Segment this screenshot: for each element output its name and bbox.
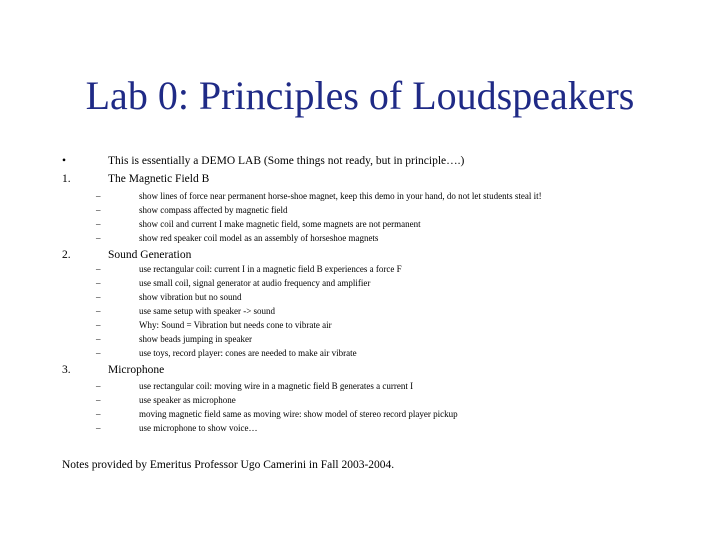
section-heading-text: Sound Generation: [108, 249, 192, 261]
dash-marker: –: [96, 381, 101, 391]
dash-marker: –: [96, 292, 101, 302]
list-item-text: use speaker as microphone: [139, 395, 236, 405]
list-item-text: use small coil, signal generator at audio frequency and amplifier: [139, 278, 371, 288]
section-number: 3.: [62, 364, 71, 376]
intro-text: This is essentially a DEMO LAB (Some things not ready, but in principle….): [108, 155, 465, 167]
dash-marker: –: [96, 409, 101, 419]
list-item-text: use rectangular coil: current I in a magnetic field B experiences a force F: [139, 264, 402, 274]
dash-marker: –: [96, 219, 101, 229]
dash-marker: –: [96, 191, 101, 201]
list-item-text: Why: Sound = Vibration but needs cone to vibrate air: [139, 320, 332, 330]
dash-marker: –: [96, 205, 101, 215]
section-number: 2.: [62, 249, 71, 261]
dash-marker: –: [96, 395, 101, 405]
slide-title: Lab 0: Principles of Loudspeakers: [85, 73, 635, 118]
list-item-text: show red speaker coil model as an assembly of horseshoe magnets: [139, 233, 379, 243]
list-item-text: use toys, record player: cones are needed to make air vibrate: [139, 348, 357, 358]
section-heading-text: The Magnetic Field B: [108, 173, 210, 185]
list-item-text: use same setup with speaker -> sound: [139, 306, 276, 316]
bullet-marker: •: [62, 155, 67, 167]
list-item-text: show lines of force near permanent horse-shoe magnet, keep this demo in your hand, do not let students steal it!: [139, 191, 542, 201]
list-item-text: show vibration but no sound: [139, 292, 242, 302]
section-heading-text: Microphone: [108, 364, 165, 376]
dash-marker: –: [96, 348, 101, 358]
dash-marker: –: [96, 306, 101, 316]
dash-marker: –: [96, 233, 101, 243]
dash-marker: –: [96, 423, 101, 433]
dash-marker: –: [96, 264, 101, 274]
dash-marker: –: [96, 320, 101, 330]
list-item-text: use rectangular coil: moving wire in a magnetic field B generates a current I: [139, 381, 414, 391]
section-number: 1.: [62, 173, 71, 185]
list-item-text: show compass affected by magnetic field: [139, 205, 288, 215]
list-item-text: use microphone to show voice…: [139, 423, 258, 433]
list-item-text: moving magnetic field same as moving wire: show model of stereo record player pickup: [139, 409, 458, 419]
dash-marker: –: [96, 278, 101, 288]
list-item-text: show beads jumping in speaker: [139, 334, 252, 344]
footer-note: Notes provided by Emeritus Professor Ugo Camerini in Fall 2003-2004.: [62, 459, 395, 471]
list-item-text: show coil and current I make magnetic field, some magnets are not permanent: [139, 219, 421, 229]
dash-marker: –: [96, 334, 101, 344]
